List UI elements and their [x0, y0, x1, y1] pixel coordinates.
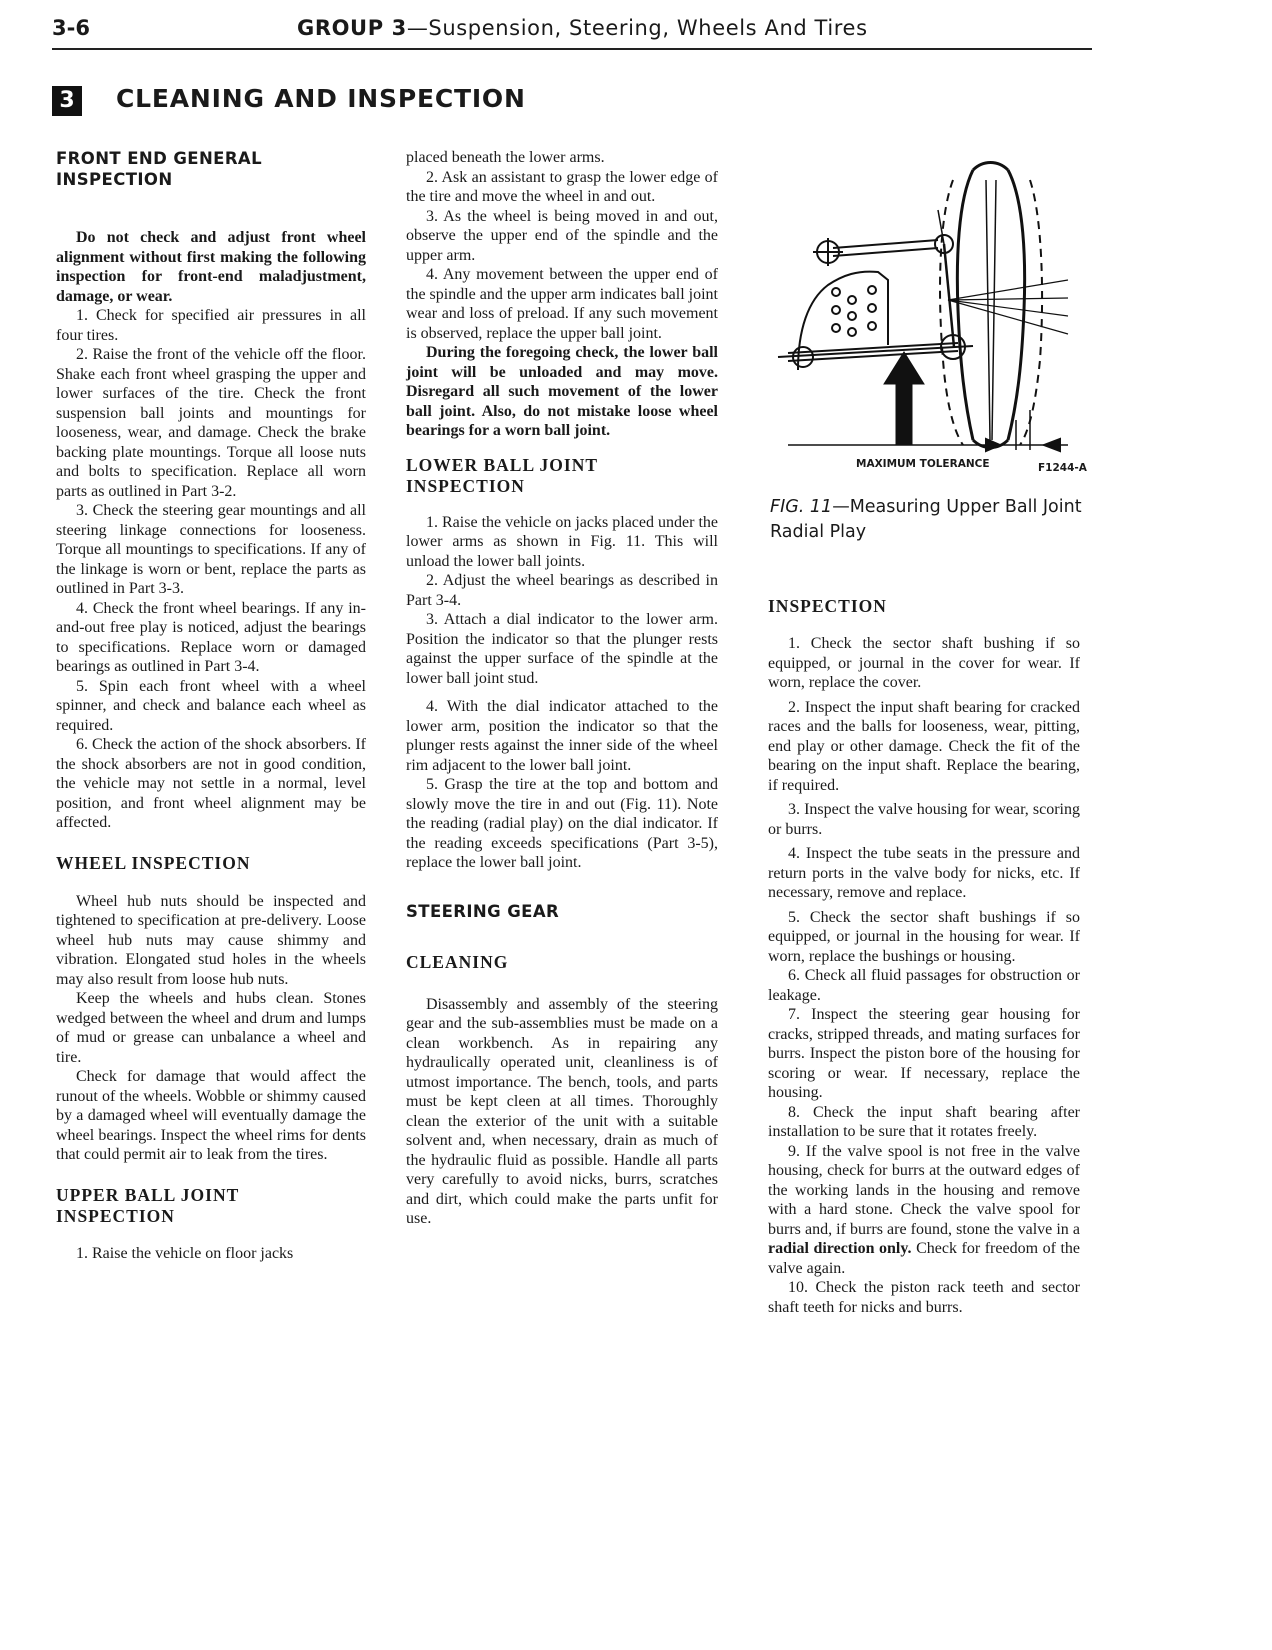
front-end-step: 4. Check the front wheel bearings. If any in-and-out free play is noticed, adjust the bearings to specifications. Replace worn or damaged bearings as outlined in Part 3-4. [56, 599, 366, 675]
ball-joint-diagram [768, 140, 1088, 470]
radial-direction-emphasis: radial direction only. [768, 1240, 912, 1257]
figure-caption-label: FIG. 11 [770, 497, 833, 517]
upper-ball-step: 4. Any movement between the upper end of the spindle and the upper arm indicates ball joint wear and loss of preload. If any such movement is observed, replace the upper ball joint. [406, 266, 718, 342]
wheel-paragraph: Wheel hub nuts should be inspected and tightened to specification at pre-delivery. Loose wheel hub nuts may cause shimmy and vibration. Elongated stud holes in the wheels may also result from loose hub nuts. [56, 892, 366, 988]
running-head [297, 16, 868, 40]
front-end-heading: FRONT END GENERAL INSPECTION [56, 149, 263, 189]
cleaning-heading: CLEANING [406, 951, 509, 972]
upper-ball-step: 2. Ask an assistant to grasp the lower edge of the tire and move the wheel in and out. [406, 168, 718, 205]
page-number: 3-6 [52, 16, 90, 40]
figure-11 [768, 140, 1088, 490]
front-end-intro: Do not check and adjust front wheel alignment without first making the following inspection for front-end maladjustment, damage, or wear. [56, 229, 366, 305]
cleaning-text: Disassembly and assembly of the steering gear and the sub-assemblies must be made on a clean workbench. As in repairing any hydraulically operated unit, cleanliness is of utmost importance. The bench, tools, and parts must be kept cleen at all times. Thoroughly clean the exterior of the unit with a suitable solvent and, when necessary, drain as much of the hydraulic fluid as possible. Handle all parts very carefully to avoid nicks, burrs, scratches and dirt, which could make the parts unfit for use. [406, 995, 718, 1227]
upper-ball-joint-heading: UPPER BALL JOINT INSPECTION [56, 1184, 240, 1226]
section-number-badge: 3 [52, 86, 82, 116]
inspection-step: 10. Check the piston rack teeth and sector shaft teeth for nicks and burrs. [768, 1279, 1080, 1316]
wheel-inspection-heading: WHEEL INSPECTION [56, 852, 251, 873]
figure-caption-text: —Measuring Upper Ball Joint Radial Play [770, 497, 1082, 542]
lower-ball-step: 5. Grasp the tire at the top and bottom and slowly move the tire in and out (Fig. 11). Note the reading (radial play) on the dial indicator. If the reading exceeds specifications (Part 3-5), replace the lower ball joint. [406, 776, 718, 871]
inspection-step: 4. Inspect the tube seats in the pressure and return ports in the valve body for nicks, etc. If necessary, remove and replace. [768, 845, 1080, 901]
inspection-step: 8. Check the input shaft bearing after installation to be sure that it rotates freely. [768, 1103, 1080, 1140]
section-title: CLEANING AND INSPECTION [116, 84, 526, 113]
front-end-step: 5. Spin each front wheel with a wheel spinner, and check and balance each wheel as required. [56, 677, 366, 734]
inspection-step: 2. Inspect the input shaft bearing for cracked races and the balls for looseness, wear, pitting, end play or other damage. Check the fit of the bearing on the input shaft. Replace the bearing, if required. [768, 698, 1080, 794]
inspection-step: 6. Check all fluid passages for obstruction or leakage. [768, 967, 1080, 1004]
inspection-step: 3. Inspect the valve housing for wear, scoring or burrs. [768, 801, 1080, 838]
lower-ball-joint-heading: LOWER BALL JOINT INSPECTION [406, 454, 599, 496]
page-header [52, 14, 1092, 50]
inspection-step-9: 9. If the valve spool is not free in the valve housing, check for burrs at the outward edges of the working lands in the housing and remove with a hard stone. Check the valve spool for burrs and, if burrs are found, stone the valve in a radial direction only. Check for freedom of the valve again. [768, 1142, 1080, 1277]
wheel-paragraph: Keep the wheels and hubs clean. Stones wedged between the wheel and drum and lumps of mud or grease can unbalance a wheel and tire. [56, 990, 366, 1066]
inspection-step: 5. Check the sector shaft bushings if so equipped, or journal in the housing for wear. If worn, replace the bushings or housing. [768, 908, 1080, 965]
front-end-step: 1. Check for specified air pressures in all four tires. [56, 307, 366, 344]
column-right [768, 596, 1080, 1317]
upper-ball-warning: During the foregoing check, the lower ball joint will be unloaded and may move. Disregard all such movement of the lower ball joint. Also, do not mistake loose wheel bearings for a worn ball joint. [406, 344, 718, 439]
header-rule [52, 48, 1092, 50]
inspection-step: 1. Check the sector shaft bushing if so equipped, or journal in the cover for wear. If worn, replace the cover. [768, 635, 1080, 691]
column-middle [406, 148, 718, 1229]
lower-ball-step: 4. With the dial indicator attached to the lower arm, position the indicator so that the plunger rests against the inner side of the wheel rim adjacent to the lower ball joint. [406, 698, 718, 774]
lower-ball-step: 1. Raise the vehicle on jacks placed under the lower arms as shown in Fig. 11. This will unload the lower ball joints. [406, 513, 718, 570]
group-label: GROUP 3 [297, 16, 407, 40]
upper-ball-step-cont: placed beneath the lower arms. [406, 149, 605, 166]
figure-code: F1244-A [1038, 462, 1087, 474]
steering-gear-heading: STEERING GEAR [406, 901, 560, 921]
front-end-step: 6. Check the action of the shock absorbers. If the shock absorbers are not in good condition, the vehicle may not settle in a normal, level position, and front wheel alignment may be affected. [56, 736, 366, 831]
inspection-step: 7. Inspect the steering gear housing for cracks, stripped threads, and mating surfaces for burrs. Inspect the piston bore of the housing for scoring or wear. If necessary, replace the housing. [768, 1006, 1080, 1101]
lower-ball-step: 3. Attach a dial indicator to the lower arm. Position the indicator so that the plunger rests against the upper surface of the spindle at the lower ball joint stud. [406, 611, 718, 687]
figure-caption [770, 495, 1090, 545]
wheel-paragraph: Check for damage that would affect the runout of the wheels. Wobble or shimmy caused by a damaged wheel will eventually damage the wheel bearings. Inspect the wheel rims for dents that could permit air to leak from the tires. [56, 1068, 366, 1163]
lower-ball-step: 2. Adjust the wheel bearings as described in Part 3-4. [406, 572, 718, 609]
group-title: —Suspension, Steering, Wheels And Tires [406, 16, 868, 40]
front-end-step: 2. Raise the front of the vehicle off the floor. Shake each front wheel grasping the upper and lower surfaces of the tire. Check the front suspension ball joints and mountings for looseness, wear, and damage. Check the brake backing plate mountings. Torque all loose nuts and bolts to specification. Replace all worn parts as outlined in Part 3-2. [56, 346, 366, 500]
upper-ball-step: 1. Raise the vehicle on floor jacks [76, 1244, 294, 1262]
column-left [56, 148, 366, 1263]
inspection-heading: INSPECTION [768, 596, 887, 616]
front-end-step: 3. Check the steering gear mountings and all steering linkage connections for looseness. Torque all mountings to specifications. If any of the linkage is worn or bent, replace the parts as outlined in Part 3-3. [56, 502, 366, 597]
figure-tolerance-label: MAXIMUM TOLERANCE [856, 458, 990, 470]
upper-ball-step: 3. As the wheel is being moved in and out, observe the upper end of the spindle and the upper arm. [406, 207, 718, 264]
